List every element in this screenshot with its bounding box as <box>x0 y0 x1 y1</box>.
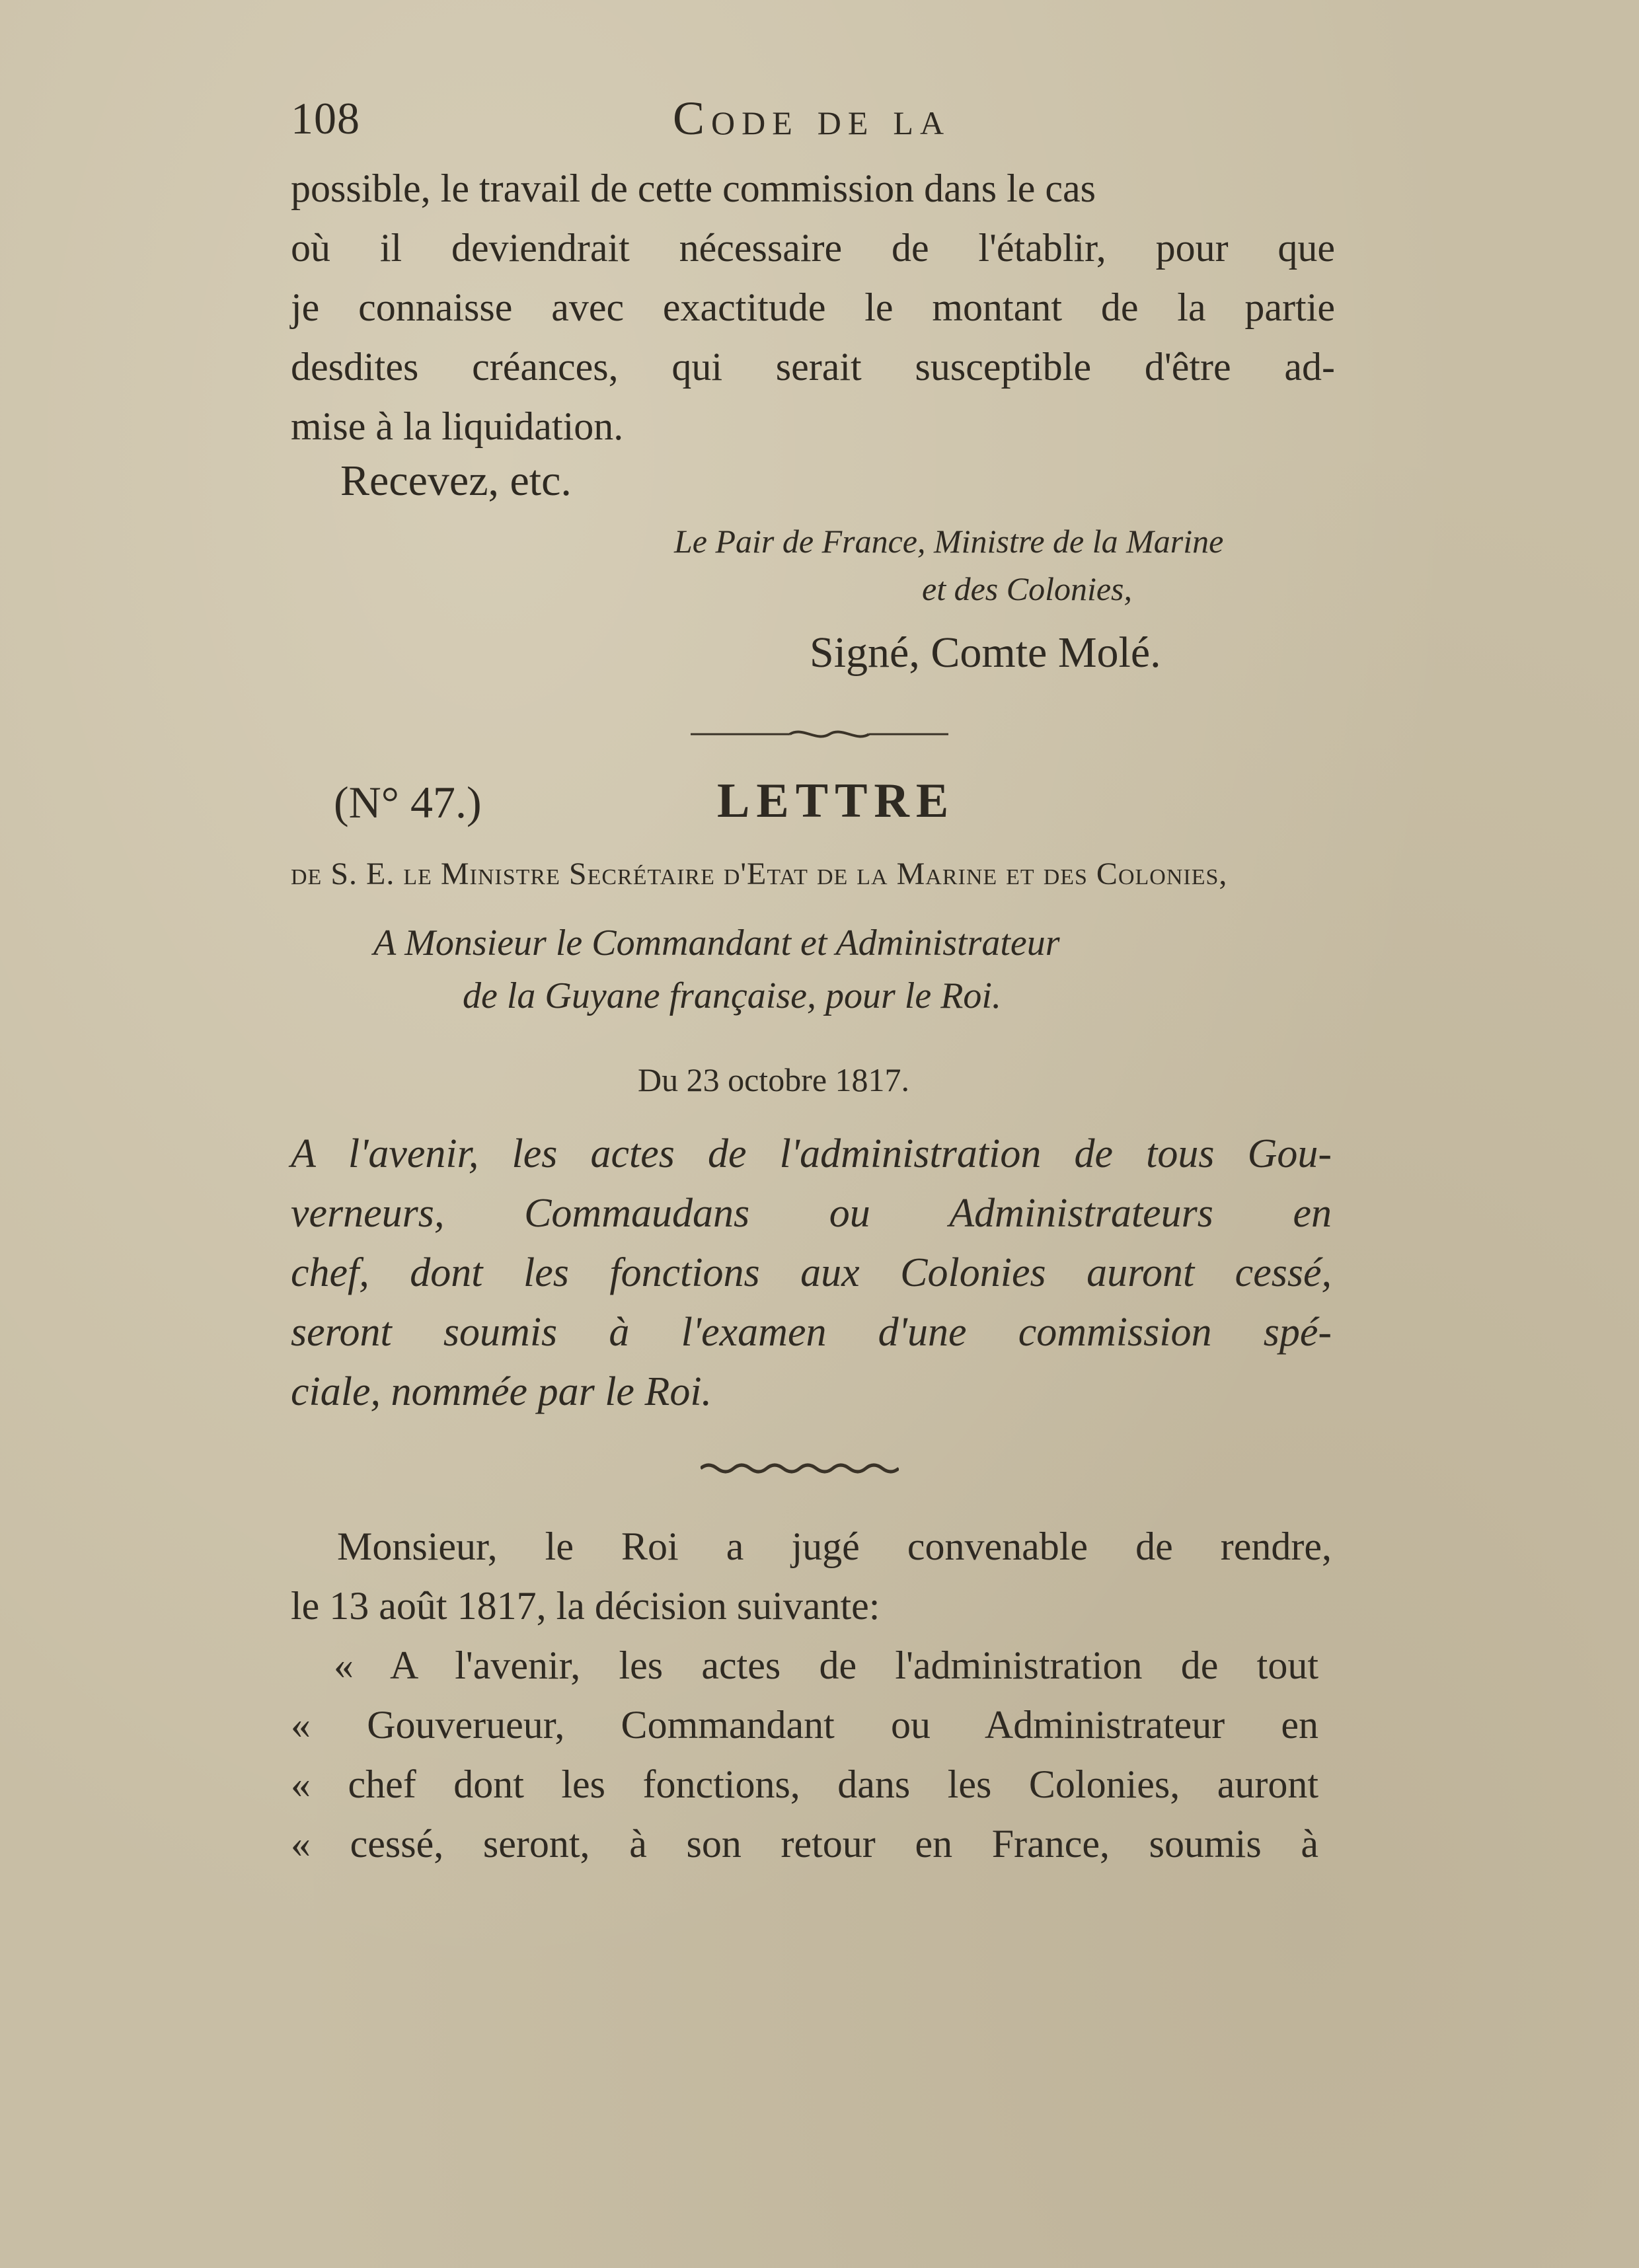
continuation-line-1: possible, le travail de cette commission dans le cas <box>291 167 1096 210</box>
continuation-line-3: je connaisse avec exactitude le montant de la partie <box>291 285 1335 329</box>
summary-divider-ornament <box>701 1460 899 1476</box>
continuation-line-4: desdites créances, qui serait susceptible d'être ad- <box>291 345 1335 389</box>
summary-line-5: ciale, nommée par le Roi. <box>291 1369 712 1414</box>
continuation-line-5: mise à la liquidation. <box>291 404 624 448</box>
section-divider-ornament <box>691 724 948 743</box>
summary-line-2: verneurs, Commaudans ou Administrateurs en <box>291 1191 1332 1236</box>
body-line-3: « A l'avenir, les actes de l'administration de tout <box>334 1644 1318 1687</box>
summary-line-1: A l'avenir, les actes de l'administration de tous Gou- <box>291 1131 1332 1176</box>
document-date: Du 23 octobre 1817. <box>638 1061 910 1098</box>
continuation-line-2: où il deviendrait nécessaire de l'établir, pour que <box>291 226 1335 270</box>
body-line-5: « chef dont les fonctions, dans les Colonies, auront <box>291 1762 1318 1806</box>
signature-title-line-2: et des Colonies, <box>922 570 1133 607</box>
summary-line-3: chef, dont les fonctions aux Colonies auront cessé, <box>291 1250 1332 1295</box>
signature-name: Signé, Comte Molé. <box>810 628 1161 677</box>
document-recipient-line-2: de la Guyane française, pour le Roi. <box>463 975 1001 1016</box>
document-sender: de S. E. le Ministre Secrétaire d'Etat de la Marine et des Colonies, <box>291 856 1228 891</box>
body-line-6: « cessé, seront, à son retour en France, soumis à <box>291 1822 1318 1866</box>
summary-line-4: seront soumis à l'examen d'une commission spé- <box>291 1310 1332 1355</box>
closing-formula: Recevez, etc. <box>340 457 572 505</box>
document-recipient-line-1: A Monsieur le Commandant et Administrateur <box>373 923 1060 964</box>
body-line-2: le 13 août 1817, la décision suivante: <box>291 1584 880 1628</box>
signature-title-line: Le Pair de France, Ministre de la Marine <box>674 523 1224 560</box>
body-line-4: « Gouverueur, Commandant ou Administrateur en <box>291 1703 1318 1747</box>
page-number: 108 <box>291 93 360 143</box>
document-number: (N° 47.) <box>334 777 482 827</box>
document-title: LETTRE <box>717 774 956 828</box>
running-title: Code de la <box>673 92 951 145</box>
body-line-1: Monsieur, le Roi a jugé convenable de rendre, <box>337 1525 1332 1568</box>
